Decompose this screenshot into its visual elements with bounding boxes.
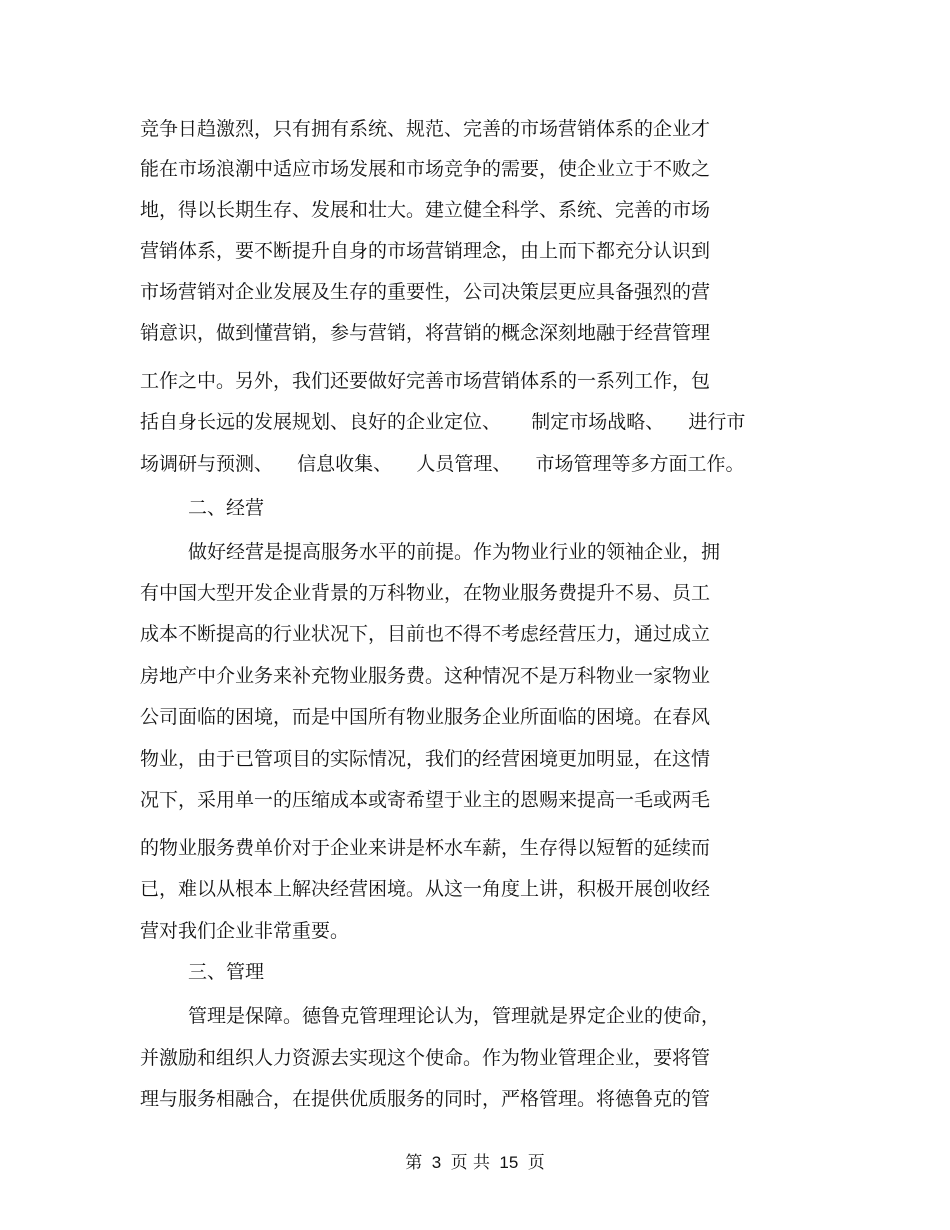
text-line: 的物业服务费单价对于企业来讲是杯水车薪，生存得以短暂的延续而 <box>140 837 711 859</box>
total-page-count: 15 <box>499 1153 519 1172</box>
text-line: 有中国大型开发企业背景的万科物业，在物业服务费提升不易、员工 <box>140 582 711 604</box>
footer-prefix: 第 <box>405 1153 423 1173</box>
section-heading-operation: 二、经营 <box>188 497 265 519</box>
text-line: 竞争日趋激烈，只有拥有系统、规范、完善的市场营销体系的企业才 <box>140 118 711 140</box>
text-line: 做好经营是提高服务水平的前提。作为物业行业的领袖企业，拥 <box>188 541 721 563</box>
footer-middle: 页 共 <box>450 1153 490 1173</box>
text-line: 物业，由于已管项目的实际情况，我们的经营困境更加明显，在这情 <box>140 748 711 770</box>
text-line: 营对我们企业非常重要。 <box>140 920 350 942</box>
footer-suffix: 页 <box>527 1153 545 1173</box>
text-line: 销意识，做到懂营销，参与营销，将营销的概念深刻地融于经营管理 <box>140 322 711 344</box>
text-line: 括自身长远的发展规划、良好的企业定位、 制定市场战略、 进行市 <box>140 411 746 433</box>
text-line: 已，难以从根本上解决经营困境。从这一角度上讲，积极开展创收经 <box>140 878 711 900</box>
text-line: 并激励和组织人力资源去实现这个使命。作为物业管理企业，要将管 <box>140 1047 711 1069</box>
text-line: 工作之中。另外，我们还要做好完善市场营销体系的一系列工作，包 <box>140 370 711 392</box>
section-heading-management: 三、管理 <box>188 961 265 983</box>
text-line: 地，得以长期生存、发展和壮大。建立健全科学、系统、完善的市场 <box>140 199 711 221</box>
text-line: 管理是保障。德鲁克管理理论认为，管理就是界定企业的使命， <box>188 1005 721 1027</box>
text-line: 理与服务相融合，在提供优质服务的同时，严格管理。将德鲁克的管 <box>140 1088 711 1110</box>
page-footer <box>0 1150 950 1176</box>
text-line: 能在市场浪潮中适应市场发展和市场竞争的需要，使企业立于不败之 <box>140 158 711 180</box>
text-line: 公司面临的困境，而是中国所有物业服务企业所面临的困境。在春风 <box>140 706 711 728</box>
current-page-number: 3 <box>431 1153 442 1172</box>
text-line: 市场营销对企业发展及生存的重要性，公司决策层更应具备强烈的营 <box>140 281 711 303</box>
text-line: 成本不断提高的行业状况下，目前也不得不考虑经营压力，通过成立 <box>140 623 711 645</box>
text-line: 营销体系，要不断提升自身的市场营销理念，由上而下都充分认识到 <box>140 240 711 262</box>
text-line: 房地产中介业务来补充物业服务费。这种情况不是万科物业一家物业 <box>140 665 711 687</box>
text-line: 况下，采用单一的压缩成本或寄希望于业主的恩赐来提高一毛或两毛 <box>140 789 711 811</box>
text-line: 场调研与预测、 信息收集、 人员管理、 市场管理等多方面工作。 <box>140 453 745 475</box>
